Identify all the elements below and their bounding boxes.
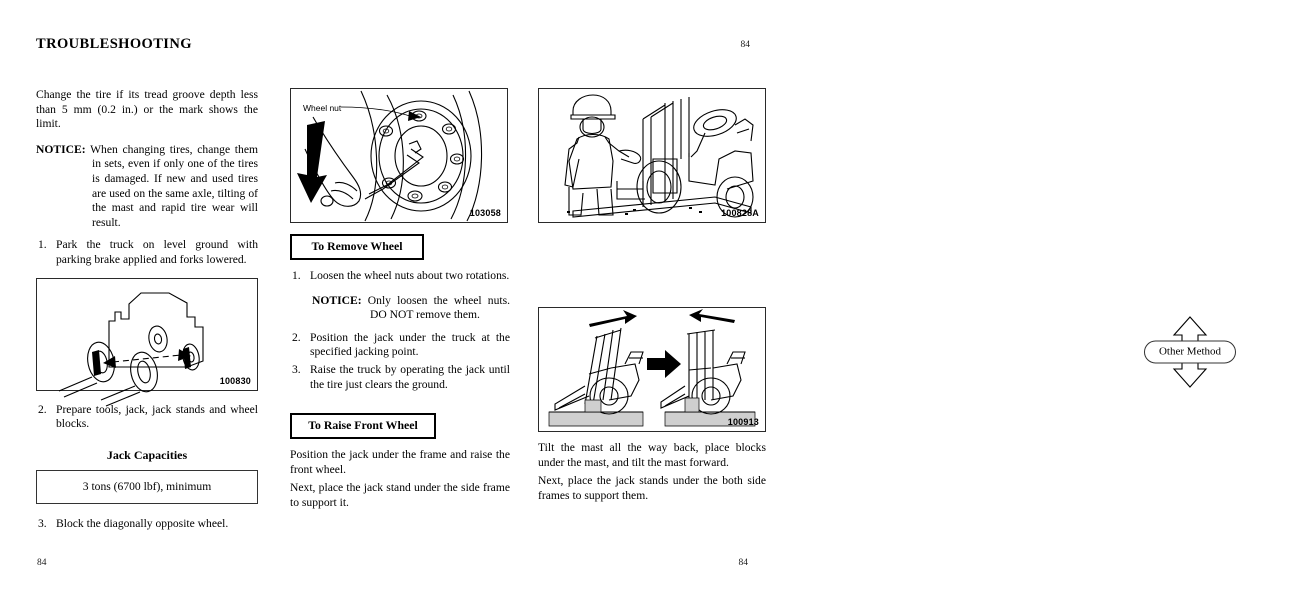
step-number: 1. (38, 238, 47, 252)
mast-tilt-illustration (539, 308, 765, 431)
left-column (36, 88, 258, 541)
section-heading-remove-wheel: To Remove Wheel (290, 234, 424, 260)
step-number: 1. (292, 269, 301, 282)
page-number-bottom-left: 84 (37, 558, 47, 568)
list-item (290, 269, 510, 284)
remove-wheel-steps (290, 269, 510, 284)
page-number-bottom-right: 84 (738, 558, 748, 568)
step-text: Prepare tools, jack, jack stands and wheel blocks. (56, 402, 258, 431)
transfer-arrow (647, 350, 681, 378)
direction-arrow (297, 121, 327, 203)
figure-mast-tilt-blocks (538, 307, 766, 432)
notice-text: When changing tires, change them in sets, even if only one of the tires is damaged. If new and used tires are used on the same axle, tilting of the mast and rapid tire wear will result. (90, 142, 258, 229)
step-number: 3. (38, 516, 47, 530)
step-text: Raise the truck by operating the jack until the tire just clears the ground. (310, 362, 510, 391)
list-item (290, 363, 510, 392)
step-number: 2. (38, 402, 47, 416)
step-text: Loosen the wheel nuts about two rotations. (310, 269, 510, 282)
notice-label: NOTICE: (36, 142, 86, 156)
step-text: Position the jack under the truck at the specified jacking point. (310, 330, 510, 359)
middle-column (290, 88, 510, 511)
mast-tilted-back-scene (549, 310, 643, 426)
notice-block (290, 294, 510, 323)
list-item (290, 331, 510, 360)
list-item (36, 517, 258, 532)
left-steps-group-2 (36, 403, 258, 432)
figure-number: 100828A (721, 208, 759, 218)
right-paragraph-2: Next, place the jack stands under the both side frames to support them. (538, 474, 766, 502)
figure-number: 103058 (469, 208, 501, 218)
list-item (36, 403, 258, 432)
figure-callout-wheel-nut: Wheel nut (303, 103, 342, 113)
left-steps-group-3 (36, 517, 258, 532)
raise-front-wheel-paragraph-2: Next, place the jack stand under the side frame to support it. (290, 481, 510, 509)
remove-wheel-steps-cont (290, 331, 510, 392)
raise-front-wheel-paragraph-1: Position the jack under the frame and raise the front wheel. (290, 448, 510, 476)
other-method-connector (1076, 316, 1304, 388)
list-item (36, 238, 258, 267)
forklift-mast (617, 97, 689, 207)
intro-paragraph: Change the tire if its tread groove depth less than 5 mm (0.2 in.) or the mark shows the limit. (36, 88, 258, 131)
notice-block (36, 143, 258, 231)
notice-label: NOTICE: (312, 293, 362, 307)
jack-capacities-heading: Jack Capacities (106, 447, 188, 462)
other-method-label: Other Method (1144, 341, 1236, 364)
left-steps-group-1 (36, 238, 258, 267)
notice-text: Only loosen the wheel nuts. DO NOT remove them. (367, 293, 510, 322)
step-text: Block the diagonally opposite wheel. (56, 516, 229, 530)
figure-loosen-wheel-nut (290, 88, 508, 223)
step-number: 2. (292, 330, 301, 344)
operator-figure (565, 95, 641, 215)
figure-number: 100830 (219, 375, 251, 386)
operator-forklift-illustration (539, 89, 765, 222)
jack-capacities-value-box: 3 tons (6700 lbf), minimum (36, 470, 258, 504)
page-number-top-right: 84 (740, 40, 750, 50)
right-column (538, 88, 1222, 503)
right-paragraph-1: Tilt the mast all the way back, place blocks under the mast, and tilt the mast forward. (538, 441, 766, 469)
figure-diagonal-wheel-blocking (36, 278, 258, 391)
figure-operator-forklift (538, 88, 766, 223)
diagonal-arrow (103, 349, 191, 368)
figure-number: 100913 (727, 417, 759, 427)
forklift-steering (689, 105, 753, 189)
section-heading-raise-front-wheel: To Raise Front Wheel (290, 413, 436, 439)
step-text: Park the truck on level ground with parking brake applied and forks lowered. (56, 238, 258, 266)
page-title: TROUBLESHOOTING (36, 36, 192, 52)
forklift-diagonal-illustration (37, 279, 257, 390)
step-number: 3. (292, 362, 301, 376)
